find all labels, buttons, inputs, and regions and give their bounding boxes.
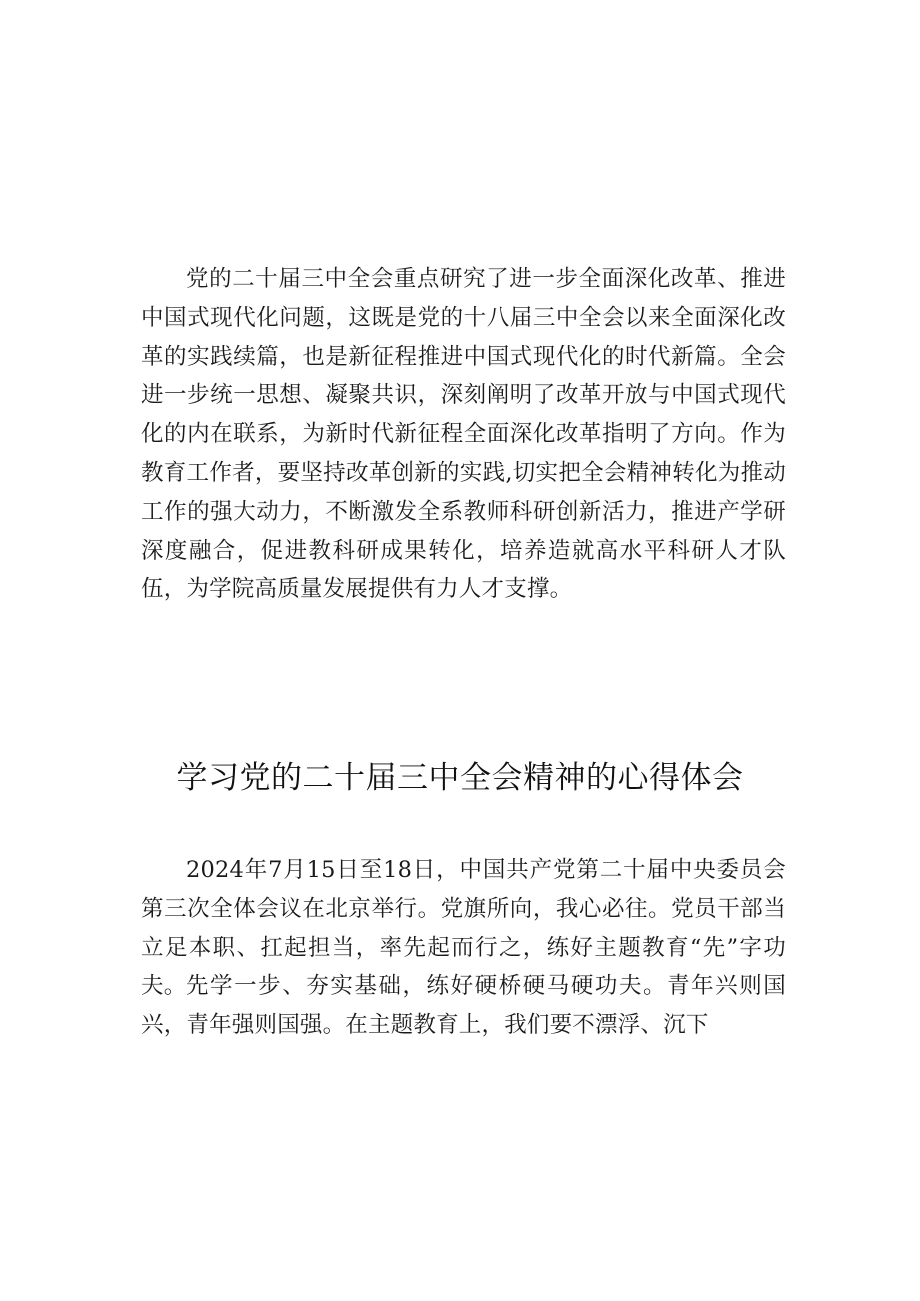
body-paragraph-3: 先学一步、夯实基础，练好硬桥硬马硬功夫。青年兴则国兴，青年强则国强。在主题教育上，我们要不漂浮、沉下 bbox=[141, 973, 786, 1038]
body-paragraph-1: 党的二十届三中全会重点研究了进一步全面深化改革、推进中国式现代化问题，这既是党的十八届三中全会以来全面深化改革的实践续篇，也是新征程推进中国式现代化的时代新篇。全会进一步统一思想、凝聚共识，深刻阐明了改革开放与中国式现代化的内在联系，为新时代新征程全面深化改革指明了方向。作为教育工作者，要坚持改革创新的实践,切实把全会精神转化为推动工作的强大动力，不断激发全系教师科研创新活力，推进产学研深度融合，促进教科研成果转化，培养造就高水平科研人才队伍，为学院高质量发展提供有力人才支撑。 bbox=[141, 266, 786, 603]
body-paragraph-2: 2024年7月15日至18日，中国共产党第二十届中央委员会第三次全体会议在北京举行。党旗所向，我心必往。党员干部当立足本职、扛起担当，率先起而行之，练好主题教育“先”字功夫。 bbox=[141, 857, 786, 1000]
document-title: 学习党的二十届三中全会精神的心得体会 bbox=[176, 760, 744, 796]
